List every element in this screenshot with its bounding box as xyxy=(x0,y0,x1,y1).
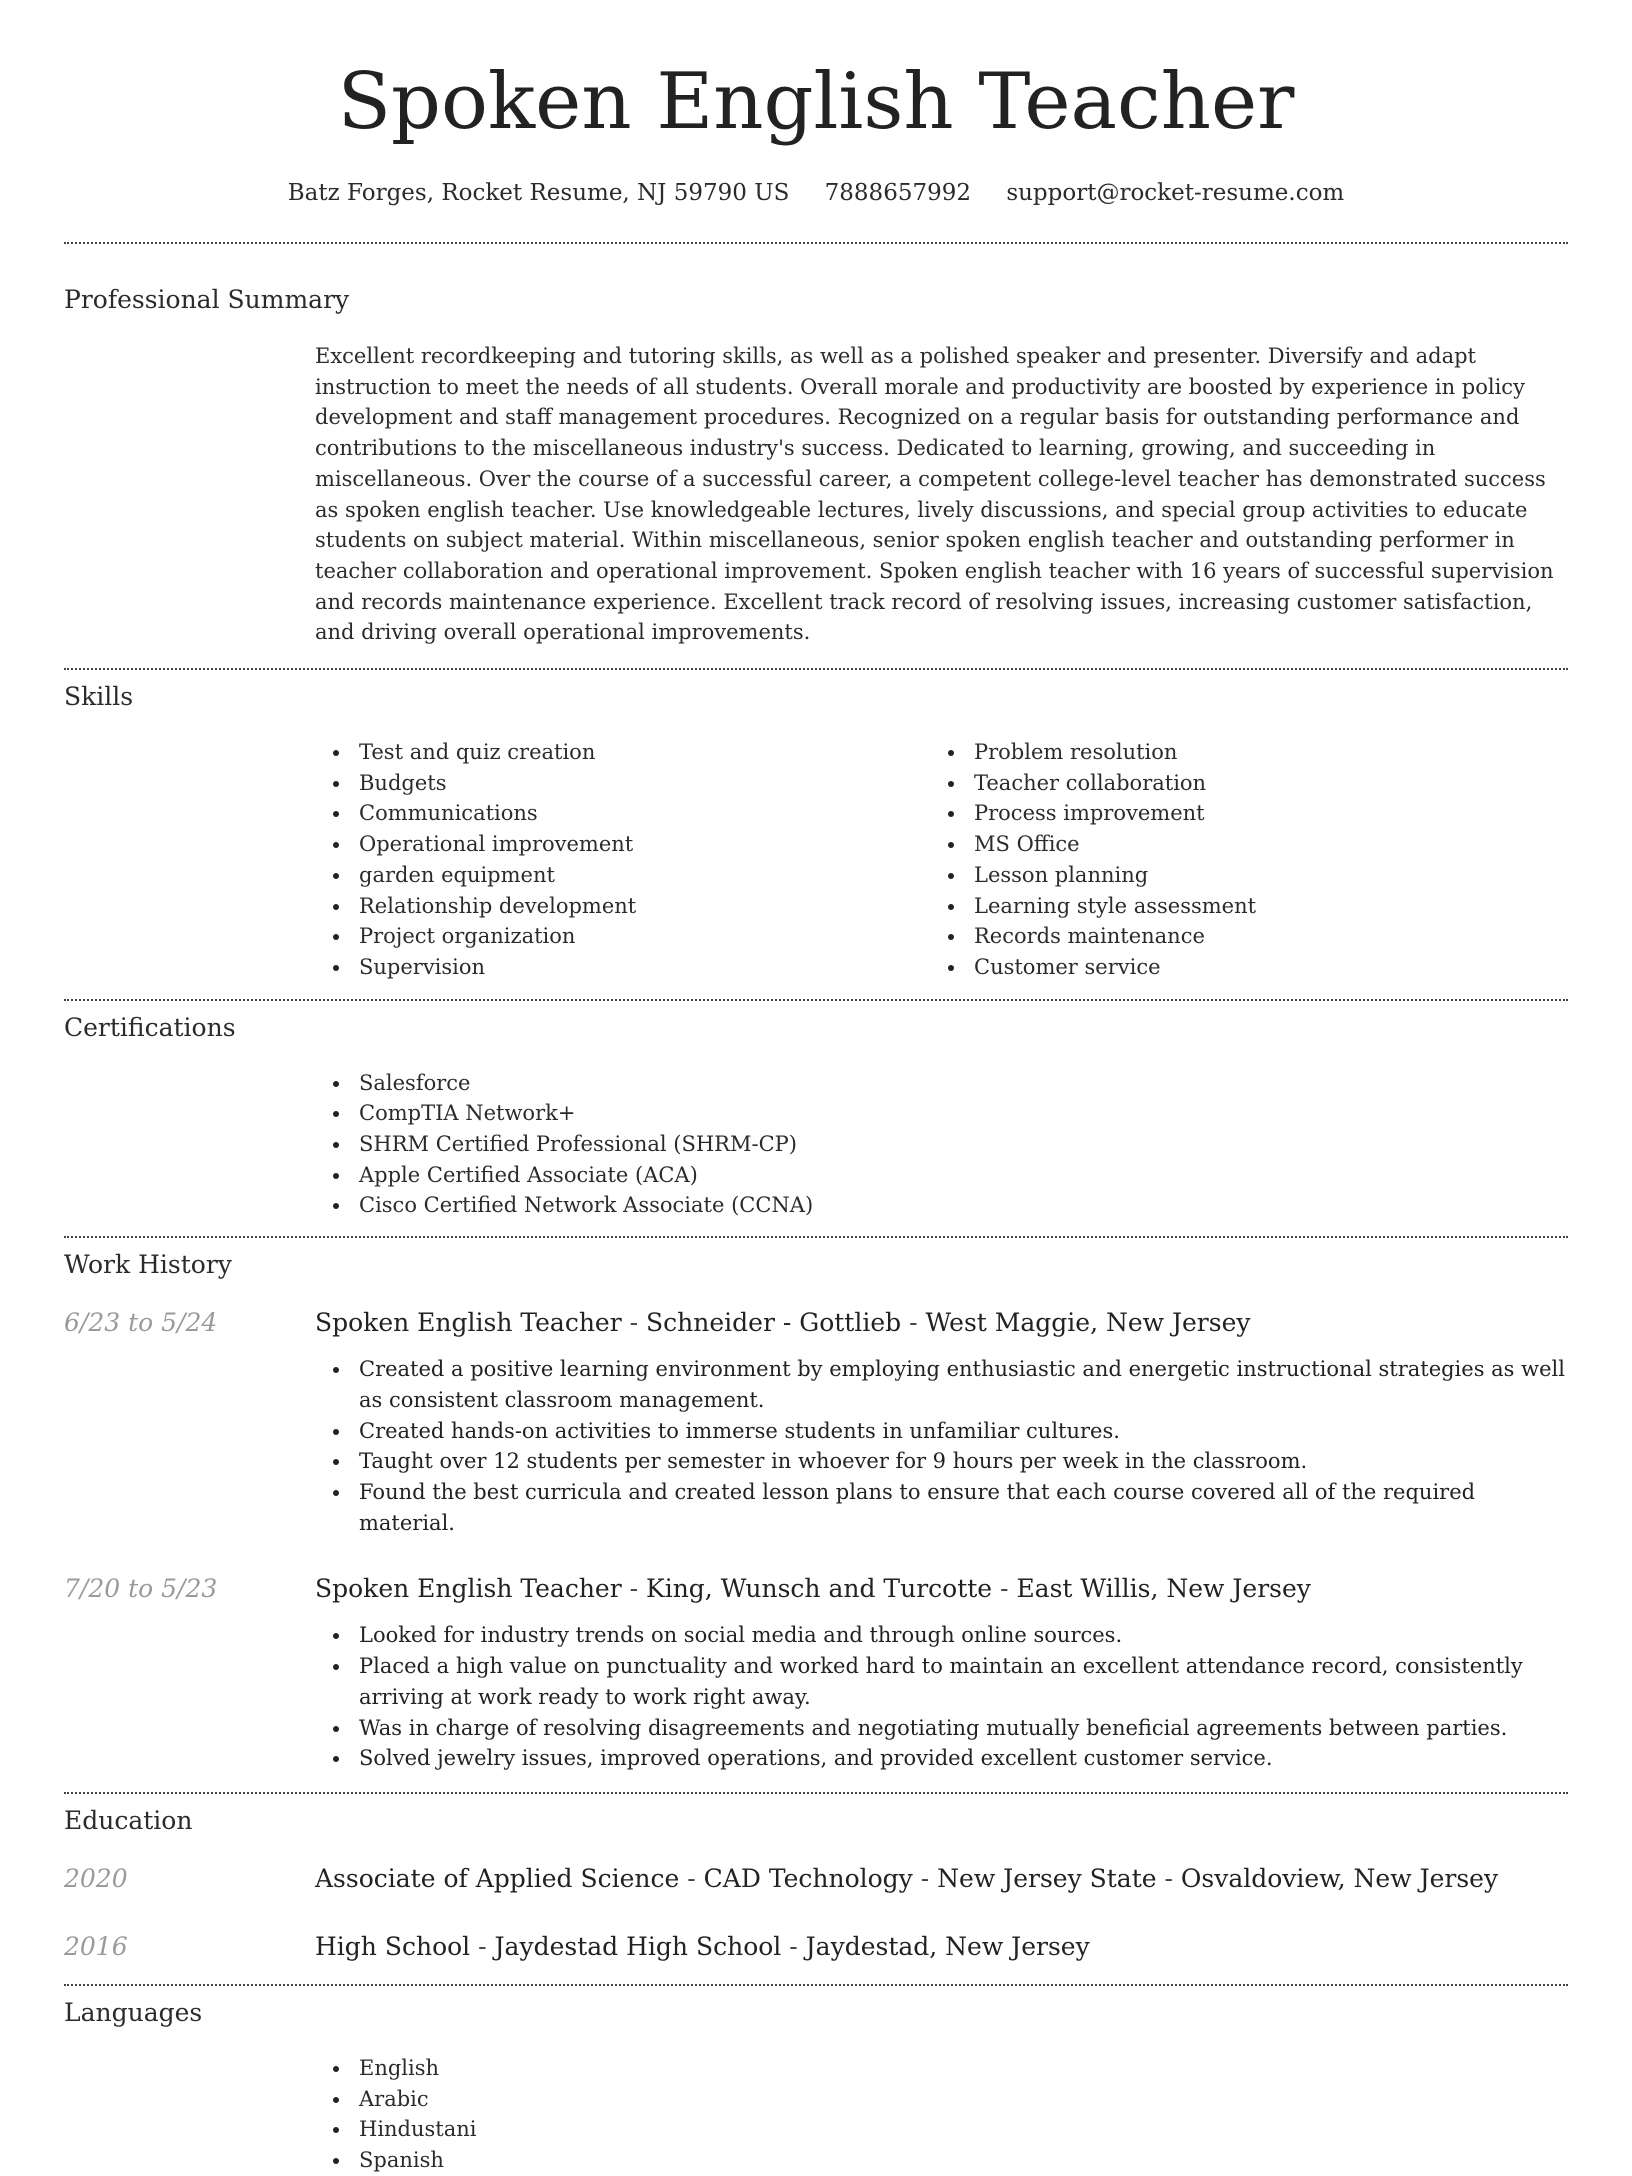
work-history-section xyxy=(64,1249,1568,1774)
work-entry-main xyxy=(315,1307,1568,1538)
education-location: Jaydestad, New Jersey xyxy=(805,1931,1090,1961)
contact-email: support@rocket-resume.com xyxy=(1006,180,1345,206)
education-title: Associate of Applied Science - CAD Technology - New Jersey State - Osvaldoview, New Jersey xyxy=(315,1863,1499,1893)
contact-phone: 7888657992 xyxy=(824,180,971,206)
education-school: New Jersey State xyxy=(937,1863,1157,1893)
contact-address: Batz Forges, Rocket Resume, NJ 59790 US xyxy=(287,180,790,206)
section-divider xyxy=(64,242,1568,244)
skill-item: Supervision xyxy=(315,952,930,983)
job-bullet: Solved jewelry issues, improved operations, and provided excellent customer service. xyxy=(315,1743,1568,1774)
skill-item: Operational improvement xyxy=(315,829,930,860)
skill-item: Budgets xyxy=(315,768,930,799)
language-item: Arabic xyxy=(315,2084,1568,2115)
job-company: Schneider - Gottlieb xyxy=(646,1308,902,1338)
skill-item: Problem resolution xyxy=(930,737,1545,768)
work-entry-date: 7/20 to 5/23 xyxy=(64,1574,218,1604)
education-entry xyxy=(64,1863,1568,1895)
job-role: Spoken English Teacher xyxy=(315,1574,622,1604)
languages-body xyxy=(315,2053,1568,2176)
education-degree: High School xyxy=(315,1931,471,1961)
skill-item: Records maintenance xyxy=(930,921,1545,952)
skill-item: Lesson planning xyxy=(930,860,1545,891)
job-location: East Willis, New Jersey xyxy=(1016,1574,1311,1604)
language-item: Hindustani xyxy=(315,2114,1568,2145)
certification-item: SHRM Certified Professional (SHRM-CP) xyxy=(315,1129,1568,1160)
job-bullets xyxy=(315,1354,1568,1538)
skills-section xyxy=(64,681,1568,983)
job-bullet: Found the best curricula and created lesson plans to ensure that each course covered all of the required material. xyxy=(315,1477,1568,1538)
job-bullet: Created a positive learning environment by employing enthusiastic and energetic instructional strategies as well as consistent classroom management. xyxy=(315,1354,1568,1415)
skill-item: garden equipment xyxy=(315,860,930,891)
languages-list xyxy=(315,2053,1568,2176)
skills-list-right xyxy=(930,737,1545,983)
work-entry xyxy=(64,1573,1568,1774)
skill-item: Process improvement xyxy=(930,798,1545,829)
skill-item: Relationship development xyxy=(315,891,930,922)
work-entry-title: Spoken English Teacher - Schneider - Gottlieb - West Maggie, New Jersey xyxy=(315,1308,1251,1338)
work-entry-title: Spoken English Teacher - King, Wunsch and Turcotte - East Willis, New Jersey xyxy=(315,1574,1311,1604)
education-main xyxy=(315,1863,1568,1895)
work-entry-main xyxy=(315,1573,1568,1774)
education-field: CAD Technology xyxy=(703,1863,913,1893)
job-bullet: Created hands-on activities to immerse students in unfamiliar cultures. xyxy=(315,1416,1568,1447)
summary-text: Excellent recordkeeping and tutoring skills, as well as a polished speaker and presenter. Diversify and adapt instruction to meet the needs of all students. Overall morale and productivity are boosted by experience in policy development and staff management procedures. Recognized on a regular basis for outstanding performance and contributions to the miscellaneous industry's success. Dedicated to learning, growing, and succeeding in miscellaneous. Over the course of a successful career, a competent college-level teacher has demonstrated success as spoken english teacher. Use knowledgeable lectures, lively discussions, and special group activities to educate students on subject material. Within miscellaneous, senior spoken english teacher and outstanding performer in teacher collaboration and operational improvement. Spoken english teacher with 16 years of successful supervision and records maintenance experience. Excellent track record of resolving issues, increasing customer satisfaction, and driving overall operational improvements. xyxy=(315,344,1554,645)
certification-item: Salesforce xyxy=(315,1068,1568,1099)
summary-section xyxy=(64,284,1568,648)
section-divider xyxy=(64,1984,1568,1986)
job-location: West Maggie, New Jersey xyxy=(925,1308,1251,1338)
education-year: 2016 xyxy=(64,1931,128,1961)
job-bullets xyxy=(315,1620,1568,1774)
skills-list-left xyxy=(315,737,930,983)
certification-item: Apple Certified Associate (ACA) xyxy=(315,1160,1568,1191)
section-divider xyxy=(64,1236,1568,1238)
language-item: Spanish xyxy=(315,2145,1568,2176)
candidate-name: Spoken English Teacher xyxy=(337,57,1295,147)
skill-item: MS Office xyxy=(930,829,1545,860)
job-bullet: Placed a high value on punctuality and worked hard to maintain an excellent attendance record, consistently arriving at work ready to work right away. xyxy=(315,1651,1568,1712)
section-divider xyxy=(64,1792,1568,1794)
job-bullet: Was in charge of resolving disagreements and negotiating mutually beneficial agreements between parties. xyxy=(315,1713,1568,1744)
job-role: Spoken English Teacher xyxy=(315,1308,622,1338)
job-bullet: Taught over 12 students per semester in whoever for 9 hours per week in the classroom. xyxy=(315,1446,1568,1477)
education-school: Jaydestad High School xyxy=(494,1931,782,1961)
skill-item: Customer service xyxy=(930,952,1545,983)
education-entry xyxy=(64,1931,1568,1963)
skill-item: Teacher collaboration xyxy=(930,768,1545,799)
section-title-languages: Languages xyxy=(64,1997,203,2027)
job-bullet: Looked for industry trends on social media and through online sources. xyxy=(315,1620,1568,1651)
skill-item: Project organization xyxy=(315,921,930,952)
work-entry xyxy=(64,1307,1568,1538)
skill-item: Test and quiz creation xyxy=(315,737,930,768)
job-company: King, Wunsch and Turcotte xyxy=(646,1574,993,1604)
education-location: Osvaldoview, New Jersey xyxy=(1180,1863,1499,1893)
skills-body xyxy=(315,737,1568,983)
certifications-section xyxy=(64,1012,1568,1222)
education-section xyxy=(64,1805,1568,1963)
education-degree: Associate of Applied Science xyxy=(315,1863,680,1893)
work-entry-date: 6/23 to 5/24 xyxy=(64,1308,218,1338)
education-year: 2020 xyxy=(64,1863,128,1893)
skill-item: Learning style assessment xyxy=(930,891,1545,922)
certification-item: Cisco Certified Network Associate (CCNA) xyxy=(315,1190,1568,1221)
summary-body xyxy=(315,341,1568,648)
section-title-education: Education xyxy=(64,1805,193,1835)
languages-section xyxy=(64,1997,1568,2176)
section-divider xyxy=(64,999,1568,1001)
section-title-skills: Skills xyxy=(64,682,134,712)
certification-item: CompTIA Network+ xyxy=(315,1098,1568,1129)
section-divider xyxy=(64,668,1568,670)
education-main xyxy=(315,1931,1568,1963)
section-title-summary: Professional Summary xyxy=(64,285,350,314)
resume-page xyxy=(64,0,1568,2176)
language-item: English xyxy=(315,2053,1568,2084)
education-title: High School - Jaydestad High School - Jaydestad, New Jersey xyxy=(315,1931,1090,1961)
skill-item: Communications xyxy=(315,798,930,829)
section-title-work-history: Work History xyxy=(64,1250,232,1280)
resume-header xyxy=(64,0,1568,208)
certifications-body xyxy=(315,1068,1568,1222)
contact-line xyxy=(64,178,1568,208)
section-title-certifications: Certifications xyxy=(64,1012,236,1042)
certifications-list xyxy=(315,1068,1568,1222)
